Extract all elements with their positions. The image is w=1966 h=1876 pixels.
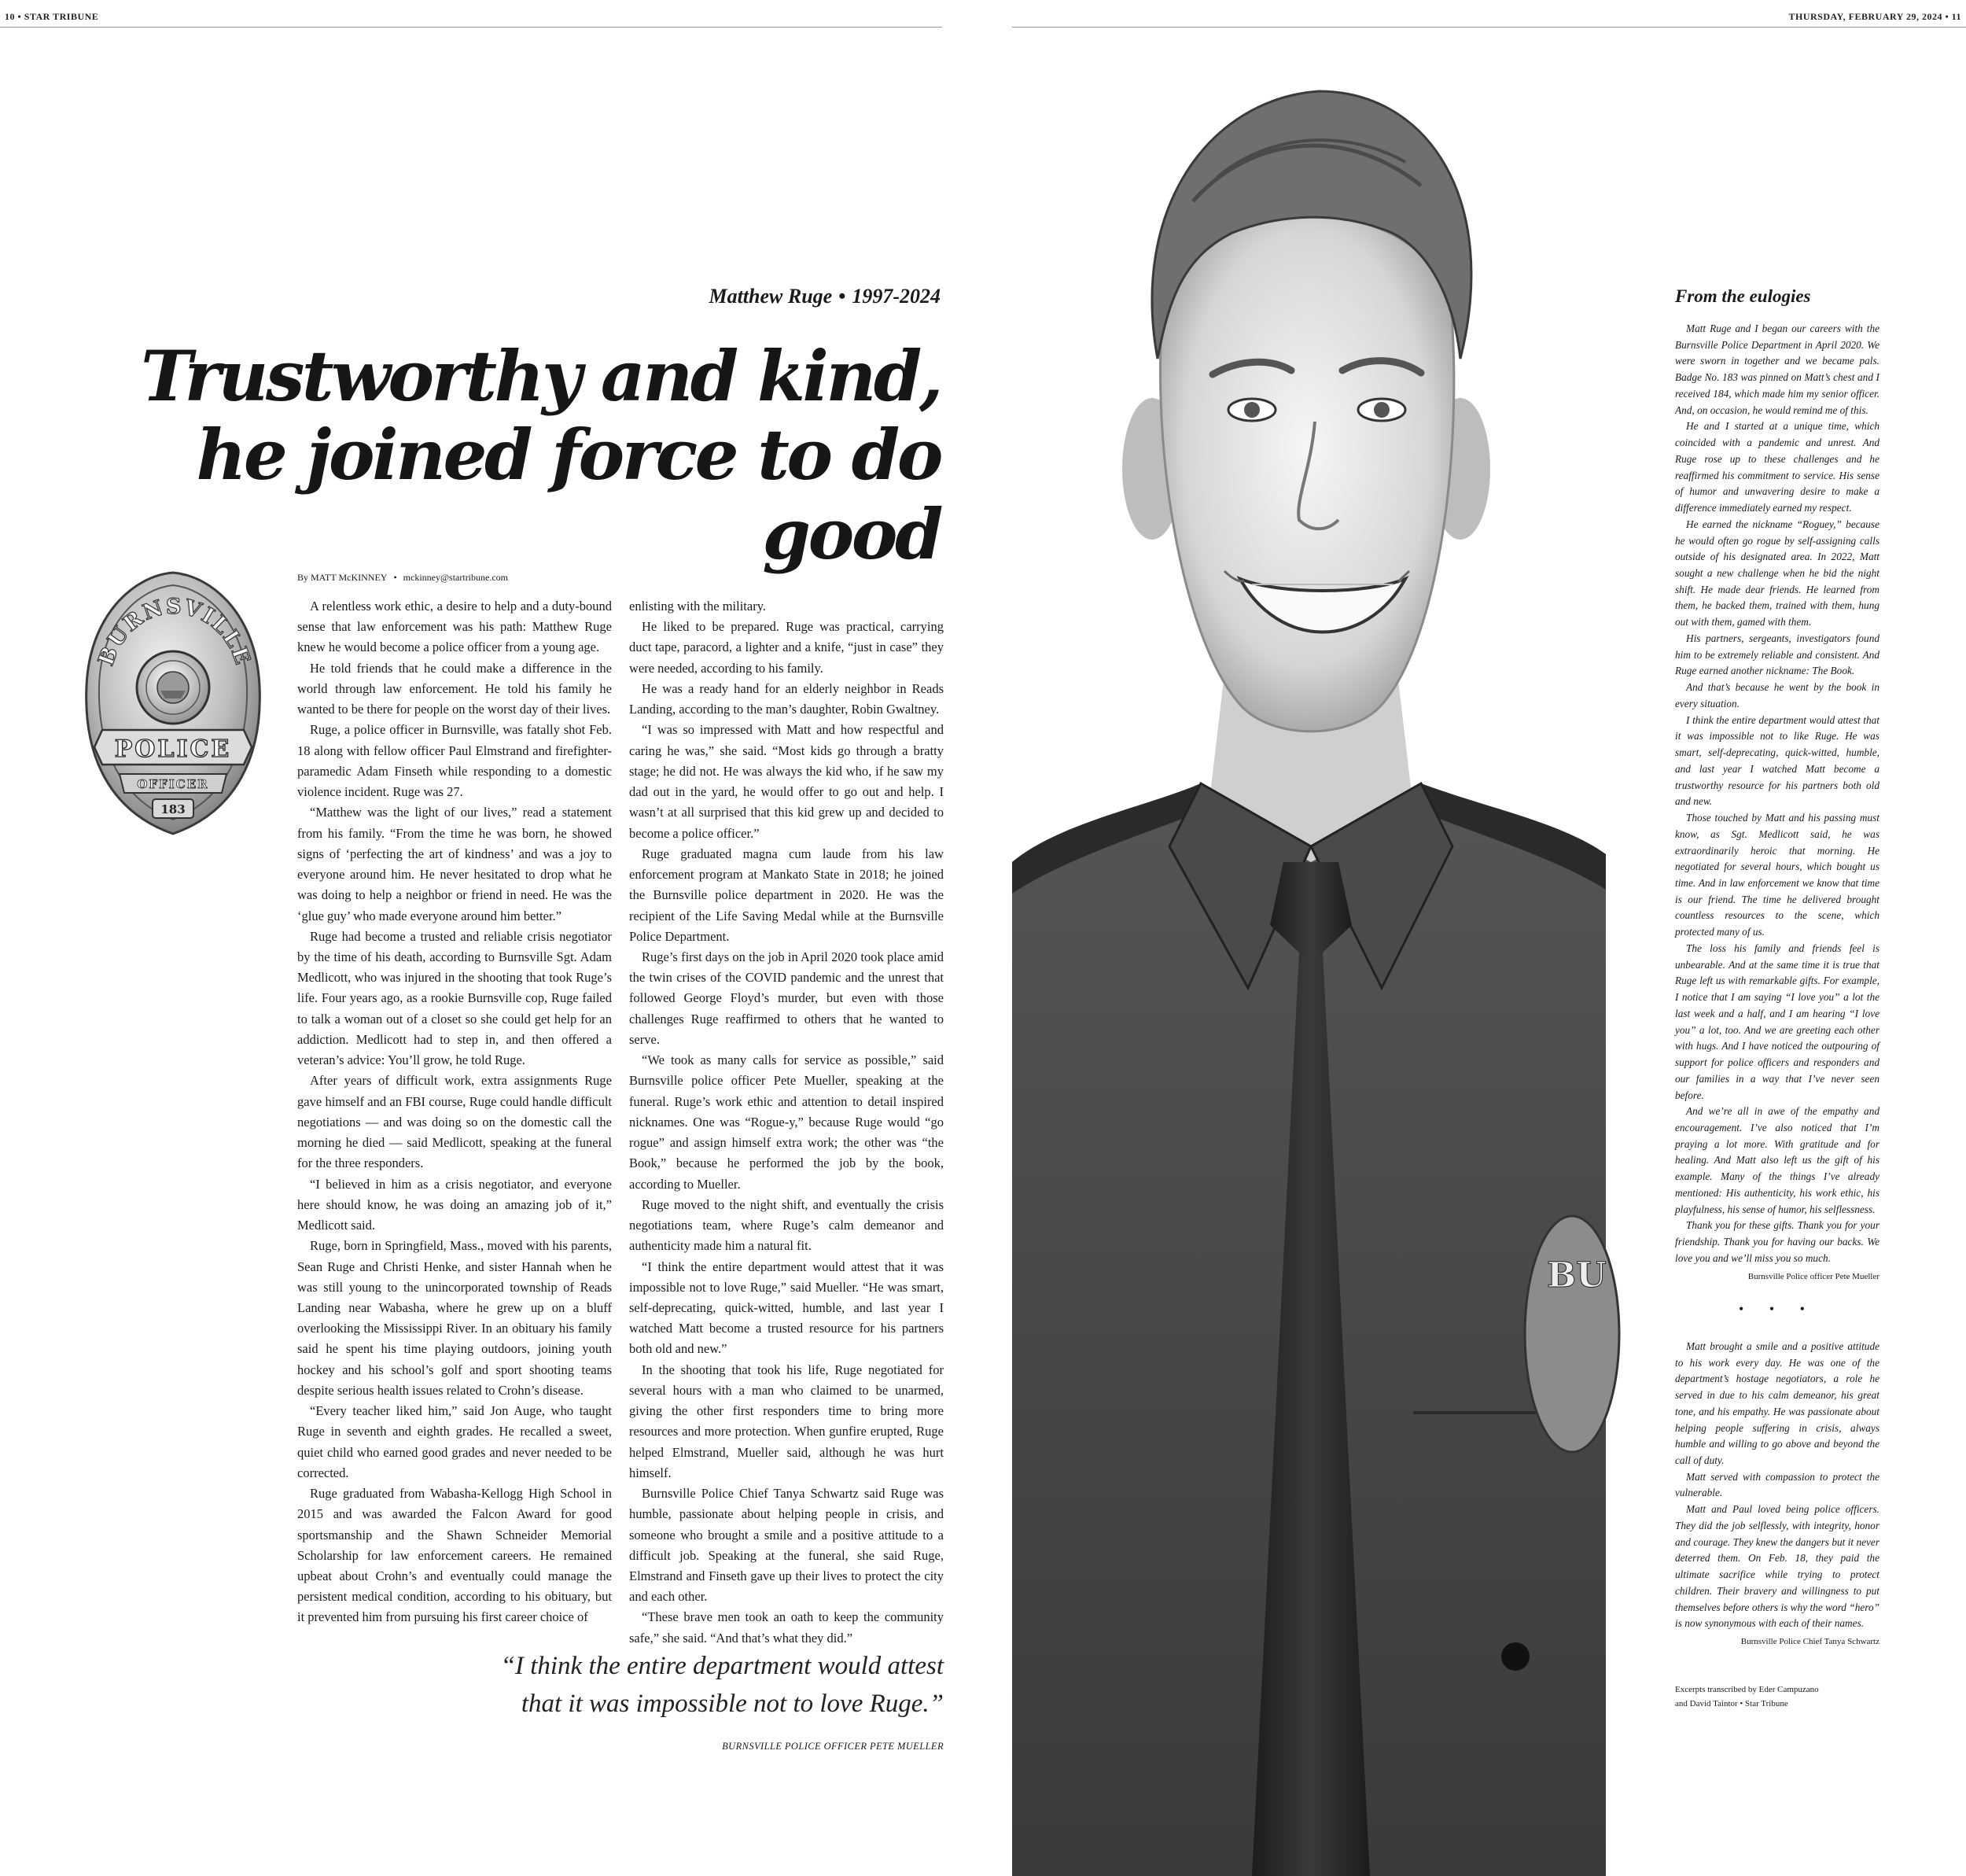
pull-quote-line-1: “I think the entire department would attest xyxy=(500,1652,944,1680)
shoulder-patch-text: BU xyxy=(1547,1255,1607,1296)
byline-email: mckinney@startribune.com xyxy=(403,572,509,583)
paragraph: “I believed in him as a crisis negotiator, and everyone here should know, he was doing an amazing job of it,” Medlicott said. xyxy=(297,1176,612,1233)
police-badge-illustration xyxy=(79,568,267,838)
paragraph: He earned the nickname “Roguey,” because he would often go rogue by self-assigning calls outside of his designated area. In 2022, Matt sought a new challenge when he bid the night shift. He made dear friends. He learned from them, he backed them, trained with them, hung out with them, gamed with them. xyxy=(1675,518,1879,628)
paragraph: Thank you for these gifts. Thank you for your friendship. Thank you for having our backs. We love you and we’ll miss you so much. xyxy=(1675,1219,1879,1264)
headline xyxy=(0,337,941,573)
kicker-name: Matthew Ruge xyxy=(709,285,833,308)
transcription-credit xyxy=(1675,1683,1879,1711)
article-column-2 xyxy=(629,596,944,1646)
paragraph: In the shooting that took his life, Ruge negotiated for several hours with a man who claimed to be unarmed, giving the other first responders time to bring more resources and more protection. When gunfire erupted, Ruge helped Elmstrand, Mueller said, although he was hurt himself. xyxy=(629,1362,944,1480)
pull-quote xyxy=(393,1648,944,1723)
badge-number: 183 xyxy=(160,802,186,816)
paragraph: And that’s because he went by the book in every situation. xyxy=(1675,681,1879,709)
right-header-rule xyxy=(1012,27,1966,28)
transcription-credit-line-2: and David Taintor • Star Tribune xyxy=(1675,1698,1788,1708)
headline-line-1: Trustworthy and kind, xyxy=(140,335,941,417)
paragraph: Ruge, a police officer in Burnsville, was fatally shot Feb. 18 along with fellow officer Paul Elmstrand and firefighter-paramedic Adam Finseth while responding to a domestic violence incident. Ruge was 27. xyxy=(297,722,612,800)
eulogy-mueller xyxy=(1675,321,1879,1267)
paragraph: “Every teacher liked him,” said Jon Auge, who taught Ruge in seventh and eighth grades. He recalled a sweet, quiet child who earned good grades and never needed to be corrected. xyxy=(297,1403,612,1480)
paragraph: “I was so impressed with Matt and how respectful and caring he was,” she said. “Most kids go through a bratty stage; he did not. He was always the kid who, if he saw my dad out in the yard, he would offer to go out and help. I wasn’t at all surprised that this kid grew up and decided to become a police officer.” xyxy=(629,722,944,841)
paragraph: I think the entire department would attest that it was impossible not to like Ruge. He was smart, self-deprecating, quick-witted, humble, and last year I watched Matt become a trustworthy resource for his partners both old and new. xyxy=(1675,713,1879,808)
article-kicker xyxy=(0,285,941,308)
eulogy-mueller-credit: Burnsville Police officer Pete Mueller xyxy=(1747,1271,1879,1281)
right-page-folio: THURSDAY, FEBRUARY 29, 2024 • 11 xyxy=(1788,11,1961,22)
paragraph: Matt brought a smile and a positive attitude to his work every day. He was one of the department’s hostage negotiators, a role he served in due to his calm demeanor, his great tone, and his empathy. He was passionate about helping people suffering in crisis, always humble and willing to go above and beyond the call of duty. xyxy=(1675,1340,1879,1466)
paragraph: Matt Ruge and I began our careers with the Burnsville Police Department in April 2020. We were sworn in together and we became pals. Badge No. 183 was pinned on Matt’s chest and I received 184, which made him my senior officer. And, on occasion, he would remind me of this. xyxy=(1675,322,1879,416)
paragraph: After years of difficult work, extra assignments Ruge gave himself and an FBI course, Ruge could handle difficult negotiations — and was doing so on the domestic call the morning he died — said Medlicott, speaking at the funeral for the three responders. xyxy=(297,1073,612,1171)
badge-banner-text: POLICE xyxy=(114,735,232,763)
paragraph: Ruge, born in Springfield, Mass., moved with his parents, Sean Ruge and Christi Henke, and sister Hannah when he was still young to the unincorporated township of Reads Landing near Wabasha, where he grew up on a bluff overlooking the Mississippi River. In an obituary his family said he spent his time playing outdoors, joining youth hockey and his school’s golf and sport shooting teams despite serious health issues related to Crohn’s disease. xyxy=(297,1238,612,1398)
paragraph: Matt served with compassion to protect the vulnerable. xyxy=(1675,1470,1879,1499)
kicker-separator: • xyxy=(838,285,846,308)
eulogies-separator: • • • xyxy=(1739,1300,1816,1317)
kicker-years: 1997-2024 xyxy=(852,285,941,308)
paragraph: His partners, sergeants, investigators found him to be extremely reliable and consistent. And Ruge earned another nickname: The Book. xyxy=(1675,632,1879,677)
paragraph: Those touched by Matt and his passing must know, as Sgt. Medlicott said, he was extraordinarily heroic that morning. He negotiated for several hours, which bought us time. And in law enforcement we know that time is our friend. The time he delivered brought countless resources to the scene, which protected many of us. xyxy=(1675,812,1879,938)
paragraph: Ruge’s first days on the job in April 2020 took place amid the twin crises of the COVID pandemic and the unrest that followed George Floyd’s murder, but even with those challenges Ruge reaffirmed to others that he wanted to serve. xyxy=(629,949,944,1047)
paragraph: “These brave men took an oath to keep the community safe,” she said. “And that’s what they did.” xyxy=(629,1609,944,1646)
badge-rank-text: OFFICER xyxy=(137,777,209,791)
paragraph: The loss his family and friends feel is unbearable. And at the same time it is true that Ruge left us with remarkable gifts. For example, I notice that I am saying “I love you” a lot the last week and a half, and I am hearing “I love you” a lot, too. And we are greeting each other with hugs. And I have noticed the outpouring of support for police officers and responders and our families in a way that I’ve never seen before. xyxy=(1675,942,1879,1101)
paragraph: Ruge graduated from Wabasha-Kellogg High School in 2015 and was awarded the Falcon Award for good sportsmanship and the Shawn Schneider Memorial Scholarship for law enforcement careers. He remained upbeat about Crohn’s and eventually could manage the persistent medical condition, according to his obituary, but it prevented him from pursuing his first career choice of xyxy=(297,1486,612,1625)
paragraph: “I think the entire department would attest that it was impossible not to love Ruge,” said Mueller. “He was smart, self-deprecating, quick-witted, humble, and last year I watched Matt become a trusted resource for his partners both old and new.” xyxy=(629,1259,944,1357)
left-page-folio: 10 • STAR TRIBUNE xyxy=(5,11,99,22)
byline: By MATT McKINNEY • mckinney@startribune.com xyxy=(297,572,509,583)
paragraph: Ruge graduated magna cum laude from his law enforcement program at Mankato State in 2018; he joined the Burnsville police department in 2020. He was the recipient of the Life Saving Medal while at the Burnsville Police Department. xyxy=(629,846,944,944)
paragraph: A relentless work ethic, a desire to help and a duty-bound sense that law enforcement was his path: Matthew Ruge knew he would become a police officer from a young age. xyxy=(297,599,612,655)
badge-top-text: BURNSVILLE xyxy=(94,594,256,669)
paragraph: “Matthew was the light of our lives,” read a statement from his family. “From the time he was born, he showed signs of ‘perfecting the art of kindness’ and was a joy to everyone around him. He never hesitated to drop what he was doing to help a neighbor or friend in need. He was the ‘glue guy’ who made everyone around him better.” xyxy=(297,805,612,923)
eulogy-schwartz xyxy=(1675,1339,1879,1632)
transcription-credit-line-1: Excerpts transcribed by Eder Campuzano xyxy=(1675,1685,1819,1695)
paragraph: Matt and Paul loved being police officers. They did the job selflessly, with integrity, honor and courage. They knew the dangers but it never deterred them. On Feb. 18, they paid the ultimate sacrifice while trying to protect children. Their bravery and willingness to put themselves before others is why the word “hero” is now synonymous with each of their names. xyxy=(1675,1503,1879,1630)
byline-author: By MATT McKINNEY xyxy=(297,572,388,583)
paragraph: He liked to be prepared. Ruge was practical, carrying duct tape, paracord, a lighter and a knife, “just in case” they were needed, according to his family. xyxy=(629,619,944,676)
pull-quote-line-2: that it was impossible not to love Ruge.” xyxy=(521,1689,944,1718)
eulogies-body xyxy=(1675,321,1879,1711)
eulogies-title: From the eulogies xyxy=(1675,286,1811,306)
headline-line-2: he joined force to do good xyxy=(196,414,941,575)
paragraph: “We took as many calls for service as possible,” said Burnsville police officer Pete Mueller, speaking at the funeral. Ruge’s work ethic and attention to detail inspired nicknames. One was “Rogue-y,” because Ruge would “go rogue” and assign himself extra work; the other was “the Book,” because he performed the job by the book, according to Mueller. xyxy=(629,1052,944,1192)
officer-portrait-illustration xyxy=(1012,28,1606,1876)
pull-quote-credit: BURNSVILLE POLICE OFFICER PETE MUELLER xyxy=(722,1741,944,1752)
paragraph: Burnsville Police Chief Tanya Schwartz said Ruge was humble, passionate about helping people in crisis, and someone who brought a smile and a positive attitude to a difficult job. Speaking at the funeral, she said Ruge, Elmstrand and Finseth gave up their lives to protect the city and each other. xyxy=(629,1486,944,1605)
eulogy-schwartz-credit: Burnsville Police Chief Tanya Schwartz xyxy=(1740,1637,1879,1647)
left-header-rule xyxy=(0,27,942,28)
paragraph: He and I started at a unique time, which coincided with a pandemic and unrest. And Ruge rose up to these challenges and he reaffirmed his commitment to service. His sense of humor and unwavering desire to make a difference immediately earned my respect. xyxy=(1675,420,1879,514)
paragraph: And we’re all in awe of the empathy and encouragement. I’ve also noticed that I’m praying a lot more. With gratitude and for healing. And Matt also left us the gift of his example. Many of the things I’ve already mentioned: His authenticity, his work ethic, his playfulness, his sense of humor, his selflessness. xyxy=(1675,1105,1879,1215)
paragraph: He was a ready hand for an elderly neighbor in Reads Landing, according to the man’s daughter, Robin Gwaltney. xyxy=(629,680,944,717)
article-column-1 xyxy=(297,596,612,1625)
paragraph: Ruge moved to the night shift, and eventually the crisis negotiations team, where Ruge’s calm demeanor and authenticity made him a natural fit. xyxy=(629,1196,944,1254)
paragraph-continuation: enlisting with the military. xyxy=(629,599,766,614)
paragraph: Ruge had become a trusted and reliable crisis negotiator by the time of his death, according to Burnsville Sgt. Adam Medlicott, who was injured in the shooting that took Ruge’s life. Four years ago, as a rookie Burnsville cop, Ruge failed to talk a woman out of a closet so she could get help for an addiction. Medlicott had to step in, and then offered a veteran’s advice: You’ll grow, he told Ruge. xyxy=(297,928,612,1068)
paragraph: He told friends that he could make a difference in the world through law enforcement. He told his family he wanted to be there for people on the worst day of their lives. xyxy=(297,660,612,717)
